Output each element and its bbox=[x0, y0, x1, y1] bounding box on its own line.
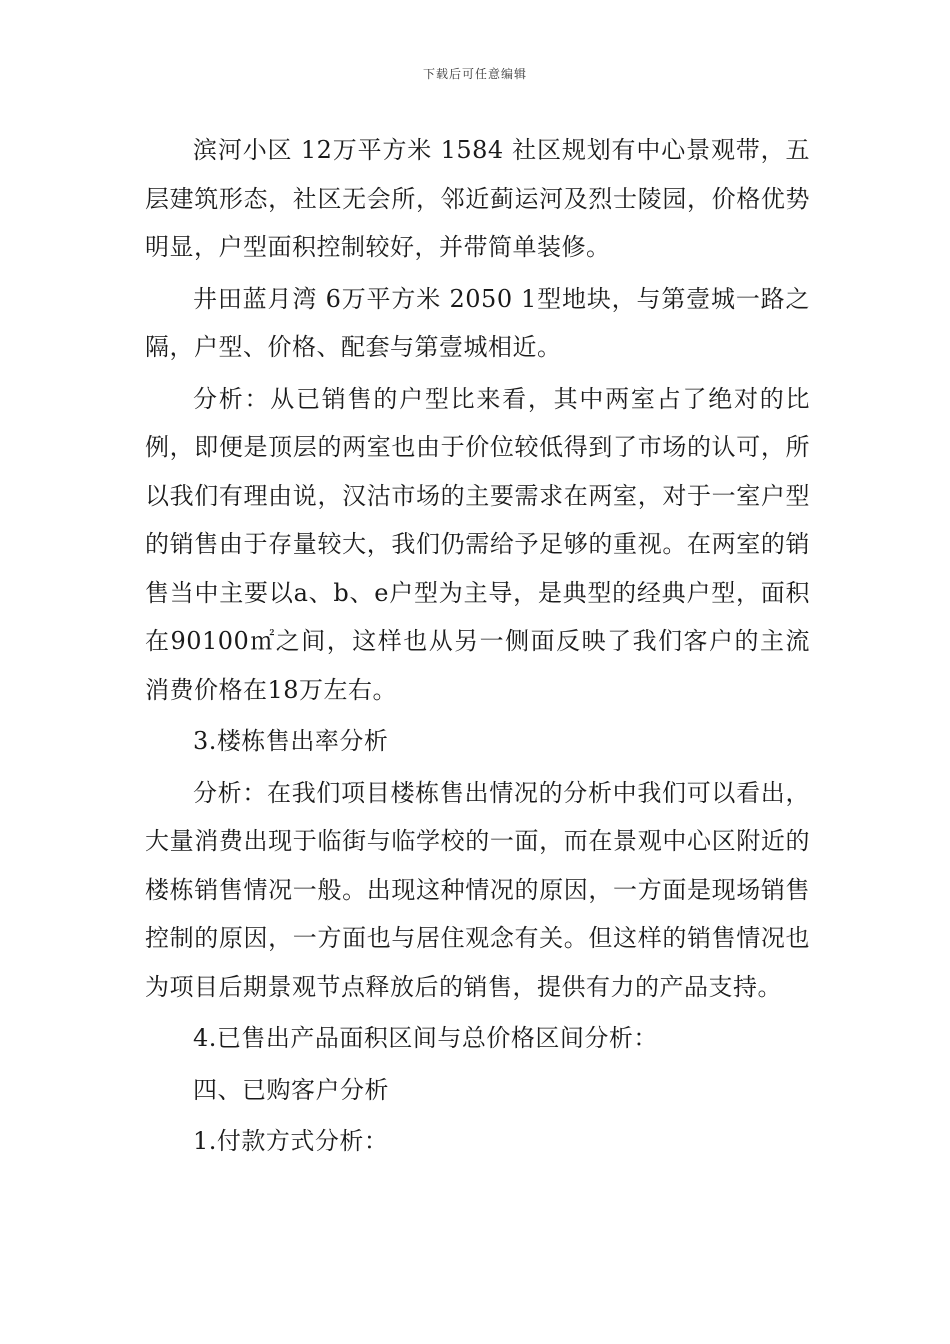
paragraph-binhe-community: 滨河小区 12万平方米 1584 社区规划有中心景观带，五层建筑形态，社区无会所，邻近蓟运河及烈士陵园，价格优势明显，户型面积控制较好，并带简单装修。 bbox=[145, 136, 810, 261]
heading-payment-method: 1.付款方式分析： bbox=[193, 1127, 389, 1155]
heading-area-price-range: 4.已售出产品面积区间与总价格区间分析： bbox=[193, 1024, 658, 1052]
paragraph-building-sell-analysis: 分析：在我们项目楼栋售出情况的分析中我们可以看出，大量消费出现于临街与临学校的一面，而在景观中心区附近的楼栋销售情况一般。出现这种情况的原因，一方面是现场销售控制的原因，一方面也与居住观念有关。但这样的销售情况也为项目后期景观节点释放后的销售，提供有力的产品支持。 bbox=[145, 778, 810, 1001]
paragraph-unit-type-analysis: 分析：从已销售的户型比来看，其中两室占了绝对的比例，即便是顶层的两室也由于价位较低得到了市场的认可，所以我们有理由说，汉沽市场的主要需求在两室，对于一室户型的销售由于存量较大，我们仍需给予足够的重视。在两室的销售当中主要以a、b、e户型为主导，是典型的经典户型，面积在90100㎡之间，这样也从另一侧面反映了我们客户的主流消费价格在18万左右。 bbox=[145, 384, 810, 704]
document-body bbox=[145, 126, 810, 1169]
heading-customer-analysis: 四、已购客户分析 bbox=[193, 1075, 389, 1104]
heading-building-sell-rate: 3.楼栋售出率分析 bbox=[193, 727, 389, 755]
paragraph-jingtian-lanyuewan: 井田蓝月湾 6万平方米 2050 1型地块，与第壹城一路之隔，户型、价格、配套与第壹城相近。 bbox=[145, 284, 810, 361]
download-note: 下载后可任意编辑 bbox=[422, 67, 527, 81]
